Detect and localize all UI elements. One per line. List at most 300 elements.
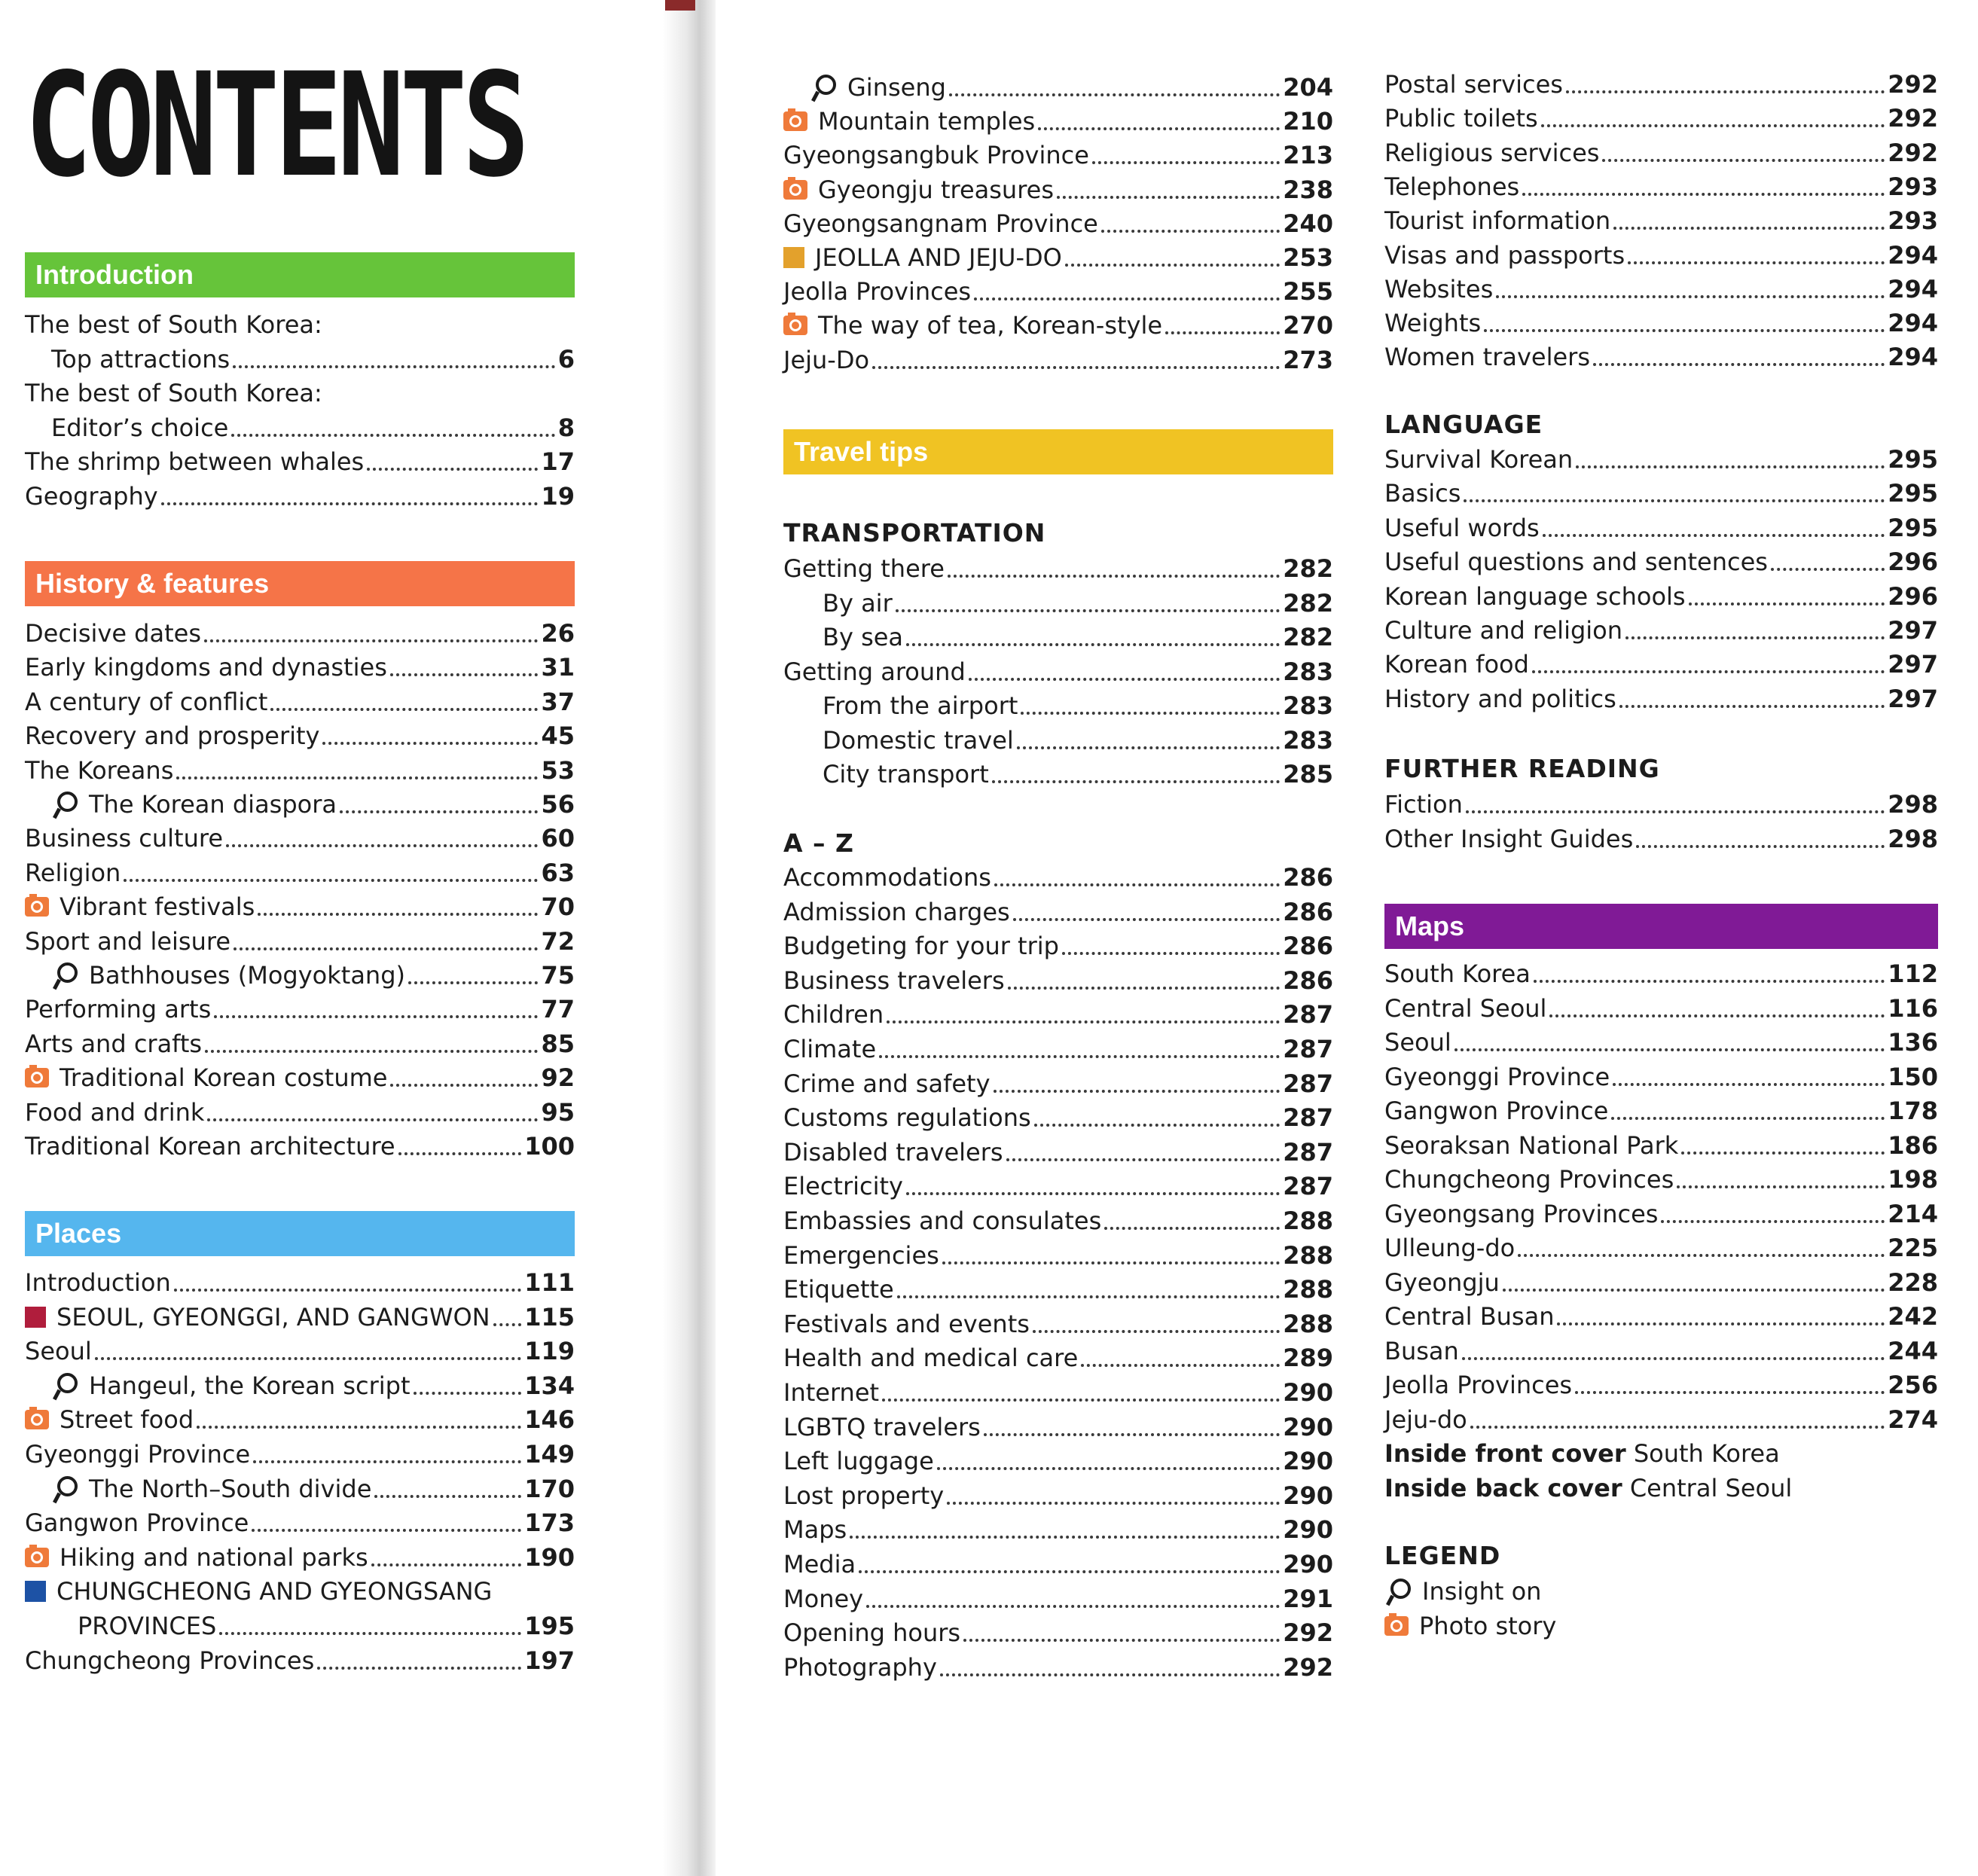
page-number: 70 (541, 892, 575, 922)
toc-entry-admission-charges (783, 895, 1333, 929)
entry-label: Chungcheong Provinces (25, 1646, 315, 1675)
toc-entry-hangeul-the-korean-script (25, 1368, 575, 1403)
page-number: 296 (1888, 548, 1938, 577)
dot-leader (174, 1289, 521, 1292)
inside-back-text: Central Seoul (1629, 1474, 1793, 1502)
page-number: 292 (1283, 1652, 1333, 1682)
page-number: 244 (1888, 1336, 1938, 1365)
toc-entry-recovery-and-prosperity (25, 718, 575, 753)
entry-label: Top attractions (51, 344, 230, 374)
camera-icon (25, 1068, 49, 1087)
camera-icon (25, 1548, 49, 1567)
page-number: 288 (1283, 1275, 1333, 1304)
dot-leader (1462, 1357, 1885, 1360)
entry-label: Business culture (25, 824, 224, 853)
entry-label: Chungcheong Provinces (1384, 1165, 1674, 1194)
toc-entry-the-best-of-south-korea (25, 307, 575, 342)
entry-label: Ginseng (847, 73, 946, 102)
page-number: 146 (524, 1405, 575, 1435)
toc-entry-south-korea (1384, 956, 1938, 991)
dot-leader (1613, 1083, 1885, 1086)
dot-leader (963, 1639, 1280, 1642)
entry-label: SEOUL, GYEONGGI, AND GANGWON (56, 1302, 490, 1332)
toc-entry-gyeongju-treasures (783, 172, 1333, 207)
page-number: 116 (1888, 993, 1938, 1023)
toc-entry-emergencies (783, 1238, 1333, 1273)
toc-entry-from-the-airport (783, 688, 1333, 723)
entry-label: The Korean diaspora (89, 790, 337, 819)
toc-entry-the-koreans (25, 753, 575, 788)
entry-label: Other Insight Guides (1384, 824, 1634, 853)
page-number: 63 (541, 858, 575, 887)
toc-entry-children (783, 997, 1333, 1032)
dot-leader (1466, 810, 1885, 813)
toc-entry-gyeongsangbuk-province (783, 138, 1333, 172)
entry-label: Accommodations (783, 863, 991, 892)
dot-leader (1496, 295, 1885, 298)
entry-label: Gyeongsang Provinces (1384, 1199, 1659, 1228)
toc-entry-traditional-korean-architecture (25, 1129, 575, 1164)
toc-entry-jeolla-provinces (1384, 1368, 1938, 1402)
page-number: 294 (1888, 274, 1938, 304)
subheading-language: LANGUAGE (1384, 410, 1543, 439)
toc-entry-gyeonggi-province (1384, 1060, 1938, 1094)
toc-entry-postal-services (1384, 67, 1938, 102)
dot-leader (219, 1632, 521, 1635)
page-number: 256 (1888, 1371, 1938, 1399)
toc-entry-telephones (1384, 169, 1938, 204)
toc-entry-gyeonggi-province (25, 1437, 575, 1472)
dot-leader (1484, 329, 1885, 332)
toc-entry-culture-and-religion (1384, 613, 1938, 648)
dot-leader (1661, 1220, 1885, 1223)
inside-front-cover (1384, 1436, 1938, 1471)
page-number: 17 (541, 447, 575, 476)
page-number: 213 (1283, 141, 1333, 170)
dot-leader (1593, 363, 1885, 366)
entry-label: From the airport (823, 691, 1018, 720)
page-number: 6 (557, 344, 575, 374)
entry-label: Food and drink (25, 1097, 205, 1127)
toc-entry-internet (783, 1375, 1333, 1410)
toc-entry-sport-and-leisure (25, 924, 575, 959)
page-number: 270 (1283, 311, 1333, 340)
toc-entry-electricity (783, 1169, 1333, 1203)
toc-entry-visas-and-passports (1384, 238, 1938, 273)
section-label: History & features (35, 568, 270, 599)
dot-leader (390, 1084, 538, 1087)
dot-leader (1557, 1322, 1885, 1325)
entry-label: Useful questions and sentences (1384, 548, 1768, 577)
page-number: 294 (1888, 309, 1938, 338)
dot-leader (940, 1673, 1280, 1676)
entry-label: By sea (823, 623, 904, 651)
dot-leader (1619, 705, 1885, 708)
entry-label: Jeolla Provinces (1384, 1371, 1573, 1399)
toc-entry-gyeongsangnam-province (783, 206, 1333, 241)
section-introduction (25, 252, 575, 297)
dot-leader (937, 1467, 1280, 1470)
camera-icon (783, 111, 807, 131)
legend-photo-label: Photo story (1419, 1612, 1557, 1640)
toc-entry-vibrant-festivals (25, 889, 575, 924)
page-number: 290 (1283, 1378, 1333, 1407)
page-number: 292 (1283, 1618, 1333, 1648)
entry-label: Crime and safety (783, 1069, 991, 1098)
spine-mark (665, 0, 695, 11)
entry-label: Maps (783, 1515, 847, 1545)
page-number: 287 (1283, 1000, 1333, 1030)
legend-insight (1384, 1574, 1938, 1609)
dot-leader (1677, 1185, 1885, 1188)
dot-leader (1689, 602, 1885, 606)
toc-entry-seoraksan-national-park (1384, 1128, 1938, 1163)
page-number: 242 (1888, 1302, 1938, 1331)
dot-leader (340, 810, 538, 813)
entry-label: Getting around (783, 657, 966, 686)
entry-label: Ulleung-do (1384, 1234, 1516, 1262)
entry-label: Telephones (1384, 172, 1520, 201)
page-number: 293 (1888, 172, 1938, 201)
dot-leader (897, 1295, 1280, 1298)
entry-label: Korean food (1384, 650, 1529, 679)
page-number: 45 (541, 721, 575, 751)
dot-leader (1038, 127, 1280, 130)
entry-label: History and politics (1384, 684, 1616, 713)
dot-leader (1081, 1364, 1280, 1367)
toc-entry-seoul (25, 1334, 575, 1368)
dot-leader (882, 1399, 1280, 1402)
toc-entry-religious-services (1384, 136, 1938, 170)
entry-label: Weights (1384, 309, 1482, 338)
dot-leader (176, 776, 538, 779)
page-number: 119 (524, 1337, 575, 1366)
entry-label: Jeju-do (1384, 1405, 1467, 1434)
page-number: 292 (1888, 104, 1938, 133)
page-number: 287 (1283, 1103, 1333, 1133)
subheading-a-z: A – Z (783, 828, 854, 858)
page-number: 298 (1888, 790, 1938, 819)
page-number: 274 (1888, 1405, 1938, 1434)
section-label: Places (35, 1218, 122, 1249)
entry-label: Postal services (1384, 70, 1563, 99)
page-number: 283 (1283, 691, 1333, 720)
entry-label: Sport and leisure (25, 926, 231, 956)
toc-entry-lgbtq-travelers (783, 1410, 1333, 1444)
dot-leader (1611, 1117, 1885, 1120)
entry-label: Embassies and consulates (783, 1206, 1102, 1235)
toc-entry-festivals-and-events (783, 1307, 1333, 1341)
page-number: 295 (1888, 513, 1938, 542)
entry-label: Jeju-Do (783, 345, 870, 374)
dot-leader (398, 1152, 522, 1155)
page-number: 72 (541, 926, 575, 956)
entry-label: Culture and religion (1384, 616, 1623, 645)
dot-leader (896, 609, 1280, 612)
page-number: 197 (524, 1646, 575, 1675)
toc-entry-left-luggage (783, 1444, 1333, 1478)
page-title: CONTENTS (25, 42, 525, 209)
toc-entry-lost-property (783, 1478, 1333, 1513)
toc-entry-climate (783, 1032, 1333, 1066)
entry-label: Fiction (1384, 790, 1463, 819)
entry-label: Jeolla Provinces (783, 277, 972, 307)
entry-label: Korean language schools (1384, 581, 1686, 611)
entry-label: Money (783, 1584, 864, 1613)
toc-entry-jeolla-and-jeju-do (783, 240, 1333, 275)
entry-label: Getting there (783, 554, 945, 583)
chungcheong-region-square-icon (25, 1581, 46, 1602)
page-number: 288 (1283, 1240, 1333, 1270)
entry-label: JEOLLA AND JEJU-DO (815, 243, 1062, 272)
dot-leader (214, 1015, 538, 1018)
dot-leader (1470, 1426, 1885, 1429)
entry-label: Children (783, 1000, 884, 1030)
dot-leader (414, 1392, 522, 1395)
entry-label: Traditional Korean costume (60, 1063, 388, 1093)
entry-label: Women travelers (1384, 343, 1590, 372)
entry-label: Tourist information (1384, 206, 1611, 236)
section-label: Travel tips (794, 436, 929, 467)
page-number: 26 (541, 619, 575, 648)
entry-label: Seoraksan National Park (1384, 1130, 1679, 1160)
page-number: 297 (1888, 684, 1938, 713)
entry-label: Mountain temples (818, 107, 1036, 136)
toc-entry-business-travelers (783, 963, 1333, 998)
toc-entry-domestic-travel (783, 723, 1333, 758)
entry-label: Gyeongju treasures (818, 175, 1054, 204)
page-number: 31 (541, 653, 575, 682)
dot-leader (1543, 534, 1885, 537)
legend-insight-label: Insight on (1422, 1577, 1542, 1606)
toc-entry-women-travelers (1384, 340, 1938, 374)
entry-label: Media (783, 1550, 856, 1579)
entry-label: Bathhouses (Mogyoktang) (89, 961, 405, 990)
toc-entry-photography (783, 1650, 1333, 1685)
entry-label: Seoul (1384, 1028, 1451, 1057)
dot-leader (1104, 1227, 1280, 1230)
page-number: 294 (1888, 240, 1938, 270)
inside-front-label: Inside front cover (1384, 1439, 1626, 1468)
magnifier-icon (1384, 1578, 1412, 1605)
magnifier-icon (51, 962, 78, 989)
dot-leader (1625, 636, 1885, 639)
page-number: 214 (1888, 1199, 1938, 1228)
entry-label: Recovery and prosperity (25, 721, 320, 751)
page-number: 286 (1283, 932, 1333, 961)
dot-leader (1065, 264, 1280, 267)
entry-label: Useful words (1384, 513, 1540, 542)
toc-entry-websites (1384, 272, 1938, 307)
dot-leader (253, 1460, 521, 1463)
toc-entry-fiction (1384, 787, 1938, 822)
page-number: 289 (1283, 1344, 1333, 1373)
entry-label: Central Seoul (1384, 993, 1547, 1023)
entry-label: Gangwon Province (25, 1508, 249, 1538)
dot-leader (1771, 568, 1885, 571)
entry-label: Admission charges (783, 897, 1010, 926)
toc-entry-public-toilets (1384, 101, 1938, 136)
dot-leader (258, 913, 538, 916)
entry-label: Business travelers (783, 965, 1005, 995)
page-number: 291 (1283, 1584, 1333, 1613)
entry-label: By air (823, 588, 893, 618)
toc-entry-getting-there (783, 551, 1333, 586)
page-number: 297 (1888, 650, 1938, 679)
page-number: 170 (524, 1474, 575, 1503)
toc-entry-basics (1384, 476, 1938, 511)
toc-entry-early-kingdoms-and-dynasties (25, 650, 575, 685)
page-number: 195 (524, 1612, 575, 1640)
entry-label: City transport (823, 760, 989, 789)
page-number: 273 (1283, 345, 1333, 374)
entry-label: Visas and passports (1384, 240, 1625, 270)
magnifier-icon (51, 1475, 78, 1502)
toc-entry-central-busan (1384, 1299, 1938, 1334)
toc-entry-budgeting-for-your-trip (783, 929, 1333, 963)
entry-label: Gyeongju (1384, 1267, 1500, 1297)
dot-leader (226, 844, 538, 847)
toc-entry-useful-questions-and-sentences (1384, 544, 1938, 579)
toc-entry-the-best-of-south-korea (25, 376, 575, 410)
page-number: 225 (1888, 1234, 1938, 1262)
entry-label: Climate (783, 1035, 877, 1063)
toc-entry-chungcheong-provinces (1384, 1162, 1938, 1197)
dot-leader (1057, 196, 1280, 199)
dot-leader (1576, 465, 1885, 468)
page-number: 283 (1283, 657, 1333, 686)
subheading-legend: LEGEND (1384, 1541, 1501, 1570)
entry-label: Customs regulations (783, 1103, 1031, 1133)
dot-leader (124, 879, 538, 882)
entry-label: Hiking and national parks (60, 1542, 368, 1572)
page-number: 77 (541, 995, 575, 1024)
page-number: 288 (1283, 1309, 1333, 1338)
dot-leader (390, 673, 539, 676)
page-number: 290 (1283, 1515, 1333, 1545)
toc-entry-gyeongju (1384, 1265, 1938, 1300)
page-number: 292 (1888, 70, 1938, 99)
entry-label: Photography (783, 1652, 937, 1682)
entry-label: Budgeting for your trip (783, 932, 1059, 961)
entry-label: Emergencies (783, 1240, 939, 1270)
page-number: 190 (524, 1542, 575, 1572)
toc-entry-traditional-korean-costume (25, 1060, 575, 1095)
toc-entry-a-century-of-conflict (25, 685, 575, 719)
entry-label: Public toilets (1384, 104, 1538, 133)
dot-leader (974, 297, 1280, 300)
dot-leader (1034, 1124, 1281, 1127)
dot-leader (367, 468, 538, 471)
dot-leader (948, 575, 1280, 578)
toc-entry-bathhouses-mogyoktang (25, 958, 575, 993)
dot-leader (1033, 1330, 1280, 1333)
page-number: 150 (1888, 1062, 1938, 1091)
toc-entry-provinces (25, 1609, 575, 1643)
page-number: 111 (524, 1268, 575, 1297)
entry-label: CHUNGCHEONG AND GYEONGSANG (56, 1577, 493, 1606)
dot-leader (992, 780, 1280, 783)
toc-entry-busan (1384, 1334, 1938, 1368)
dot-leader (1549, 1014, 1885, 1017)
toc-entry-food-and-drink (25, 1095, 575, 1130)
page-number: 290 (1283, 1481, 1333, 1510)
page-number: 282 (1283, 623, 1333, 651)
entry-label: Central Busan (1384, 1302, 1555, 1331)
page-number: 210 (1283, 107, 1333, 136)
toc-entry-religion (25, 856, 575, 890)
page-number: 60 (541, 824, 575, 853)
dot-leader (1165, 331, 1280, 334)
page-number: 186 (1888, 1130, 1938, 1160)
dot-leader (1636, 845, 1885, 848)
inside-back-label: Inside back cover (1384, 1474, 1622, 1502)
entry-label: Religious services (1384, 138, 1600, 167)
entry-label: Performing arts (25, 995, 212, 1024)
dot-leader (161, 502, 539, 505)
page-number: 204 (1283, 73, 1333, 102)
dot-leader (1532, 670, 1885, 673)
entry-label: Left luggage (783, 1447, 934, 1476)
dot-leader (866, 1605, 1280, 1608)
entry-label: Gangwon Province (1384, 1097, 1609, 1125)
dot-leader (1534, 980, 1885, 983)
entry-label: Survival Korean (1384, 445, 1574, 474)
dot-leader (270, 708, 538, 711)
magnifier-icon (51, 791, 78, 818)
camera-icon (783, 316, 807, 335)
toc-entry-decisive-dates (25, 616, 575, 651)
entry-label: South Korea (1384, 959, 1531, 988)
dot-leader (204, 639, 538, 642)
entry-label: Geography (25, 481, 158, 511)
toc-entry-jeju-do (1384, 1402, 1938, 1437)
dot-leader (1681, 1152, 1885, 1155)
dot-leader (906, 1192, 1280, 1195)
dot-leader (969, 678, 1280, 681)
subheading-transportation: TRANSPORTATION (783, 518, 1046, 548)
legend-photo (1384, 1609, 1938, 1643)
page-number: 95 (541, 1097, 575, 1127)
page-number: 115 (524, 1302, 575, 1332)
toc-entry-chungcheong-and-gyeongsang (25, 1574, 575, 1609)
toc-entry-ulleung-do (1384, 1231, 1938, 1265)
inside-front-text: South Korea (1633, 1439, 1780, 1468)
entry-label: Opening hours (783, 1618, 961, 1648)
entry-label: The best of South Korea: (25, 310, 322, 339)
toc-entry-korean-language-schools (1384, 579, 1938, 614)
toc-entry-embassies-and-consulates (783, 1203, 1333, 1238)
dot-leader (942, 1261, 1280, 1264)
toc-entry-jeolla-provinces (783, 274, 1333, 309)
entry-label: Arts and crafts (25, 1029, 203, 1058)
dot-leader (1006, 1158, 1281, 1161)
camera-icon (25, 1410, 49, 1429)
toc-entry-the-shrimp-between-whales (25, 444, 575, 479)
toc-entry-hiking-and-national-parks (25, 1540, 575, 1575)
dot-leader (906, 643, 1280, 646)
page-number: 112 (1888, 959, 1938, 988)
entry-label: Early kingdoms and dynasties (25, 653, 387, 682)
toc-entry-customs-regulations (783, 1100, 1333, 1135)
toc-entry-weights (1384, 306, 1938, 340)
toc-entry-seoul-gyeonggi-and-gangwon (25, 1300, 575, 1335)
dot-leader (1455, 1048, 1885, 1051)
page-number: 287 (1283, 1035, 1333, 1063)
entry-label: Festivals and events (783, 1309, 1030, 1338)
subheading-further-reading: FURTHER READING (1384, 754, 1660, 783)
entry-label: The North–South divide (89, 1474, 372, 1503)
